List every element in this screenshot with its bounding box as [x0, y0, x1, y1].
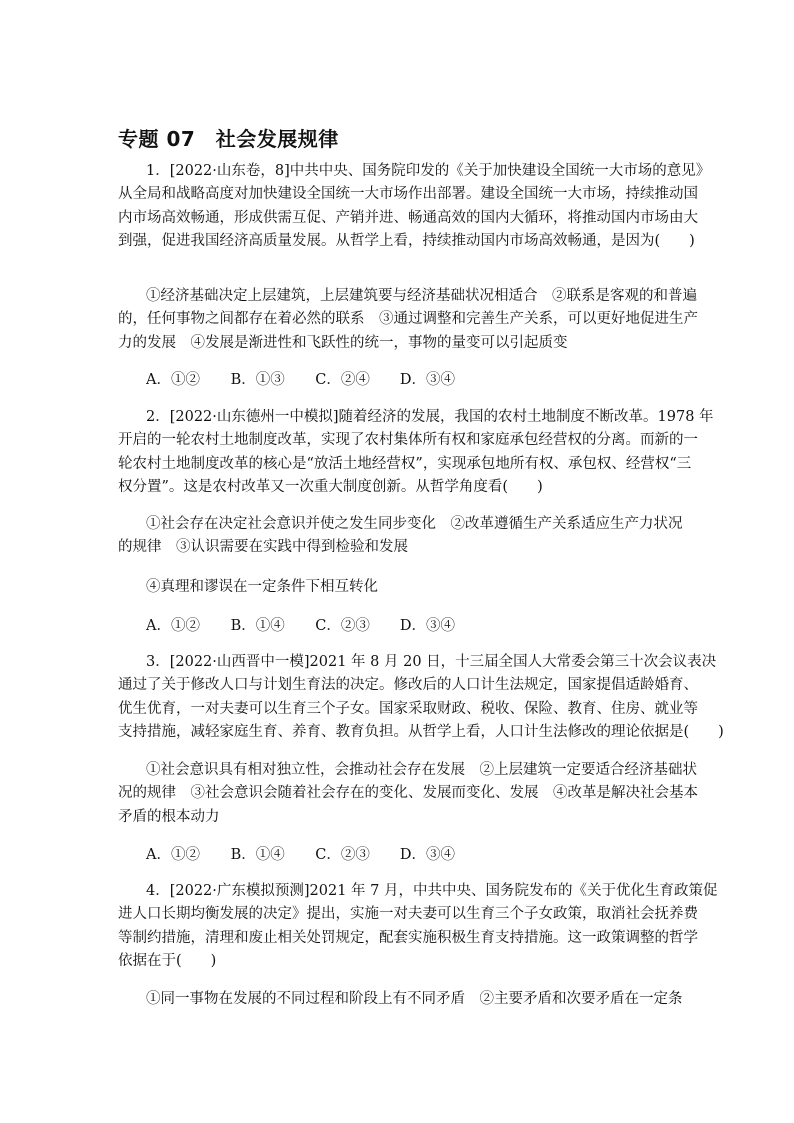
option-line: 矛盾的根本动力 [118, 808, 220, 825]
option-line: ①社会存在决定社会意识并使之发生同步变化 ②改革遵循生产关系适应生产力状况 [146, 516, 683, 532]
stem-line: 通过了关于修改人口与计划生育法的决定。修改后的人口计生法规定，国家提倡适龄婚育、 [118, 677, 698, 694]
option-line: ①同一事物在发展的不同过程和阶段上有不同矛盾 ②主要矛盾和次要矛盾在一定条 [146, 991, 683, 1007]
option-line: 力的发展 ④发展是渐进性和飞跃性的统一，事物的量变可以引起质变 [118, 334, 568, 351]
choice-a[interactable]: A．①② [146, 618, 200, 634]
question-1-choices [146, 368, 455, 389]
question-3-stem [118, 651, 724, 744]
stem-line: 开启的一轮农村土地制度改革，实现了农村集体所有权和家庭承包经营权的分离。而新的一 [118, 432, 698, 449]
question-2-stem [118, 406, 714, 499]
question-3-options [118, 759, 698, 829]
option-line: 的规律 ③认识需要在实践中得到检验和发展 [118, 539, 408, 556]
question-4-options [118, 988, 683, 1011]
stem-line: 3．[2022·山西晋中一模]2021 年 8 月 20 日，十三届全国人大常委会第三十次会议表决 [146, 654, 717, 670]
question-1-options [118, 285, 698, 355]
choice-c[interactable]: C．②④ [315, 372, 370, 388]
stem-line: 轮农村土地制度改革的核心是“放活土地经营权”，实现承包地所有权、承包权、经营权“三 [118, 455, 692, 472]
stem-line: 到强，促进我国经济高质量发展。从哲学上看，持续推动国内市场高效畅通，是因为( ) [118, 232, 695, 249]
stem-line: 内市场高效畅通，形成供需互促、产销并进、畅通高效的国内大循环，将推动国内市场由大 [118, 209, 698, 226]
choice-d[interactable]: D．③④ [399, 372, 455, 388]
stem-line: 进人口长期均衡发展的决定》提出，实施一对夫妻可以生育三个子女政策，取消社会抚养费 [118, 906, 698, 923]
choice-c[interactable]: C．②③ [315, 847, 370, 863]
stem-line: 4．[2022·广东模拟预测]2021 年 7 月，中共中央、国务院发布的《关于优化生育政策促 [146, 883, 718, 899]
choice-d[interactable]: D．③④ [399, 618, 455, 634]
option-line: ④真理和谬误在一定条件下相互转化 [146, 579, 378, 595]
stem-line: 等制约措施，清理和废止相关处罚规定，配套实施积极生育支持措施。这一政策调整的哲学 [118, 929, 698, 946]
stem-line: 优生优育，一对夫妻可以生育三个子女。国家采取财政、税收、保险、教育、住房、就业等 [118, 700, 698, 717]
choice-b[interactable]: B．①④ [230, 847, 285, 863]
choice-a[interactable]: A．①② [146, 372, 200, 388]
choice-d[interactable]: D．③④ [399, 847, 455, 863]
question-3-choices [146, 843, 455, 864]
question-4-stem [118, 880, 718, 973]
stem-line: 权分置”。这是农村改革又一次重大制度创新。从哲学角度看( ) [118, 478, 543, 495]
choice-a[interactable]: A．①② [146, 847, 200, 863]
option-line: ①社会意识具有相对独立性，会推动社会存在发展 ②上层建筑一定要适合经济基础状 [146, 762, 697, 778]
option-line: ①经济基础决定上层建筑，上层建筑要与经济基础状况相适合 ②联系是客观的和普遍 [146, 288, 697, 304]
stem-line: 2．[2022·山东德州一中模拟]随着经济的发展，我国的农村土地制度不断改革。1978 年 [146, 409, 714, 425]
question-2-options [118, 513, 683, 560]
choice-b[interactable]: B．①④ [230, 618, 285, 634]
question-1-stem [118, 160, 711, 253]
option-line: 的，任何事物之间都存在着必然的联系 ③通过调整和完善生产关系，可以更好地促进生产 [118, 311, 698, 328]
choice-c[interactable]: C．②③ [315, 618, 370, 634]
stem-line: 支持措施，减轻家庭生育、养育、教育负担。从哲学上看，人口计生法修改的理论依据是( ) [118, 723, 724, 740]
stem-line: 1．[2022·山东卷，8]中共中央、国务院印发的《关于加快建设全国统一大市场的意见》 [146, 163, 711, 179]
question-2-option-extra [118, 576, 678, 599]
page-title: 专题 07 社会发展规律 [118, 127, 339, 151]
stem-line: 依据在于( ) [118, 952, 217, 969]
stem-line: 从全局和战略高度对加快建设全国统一大市场作出部署。建设全国统一大市场，持续推动国 [118, 186, 698, 203]
option-line: 况的规律 ③社会意识会随着社会存在的变化、发展而变化、发展 ④改革是解决社会基本 [118, 785, 698, 802]
question-2-choices [146, 614, 455, 635]
choice-b[interactable]: B．①③ [230, 372, 285, 388]
